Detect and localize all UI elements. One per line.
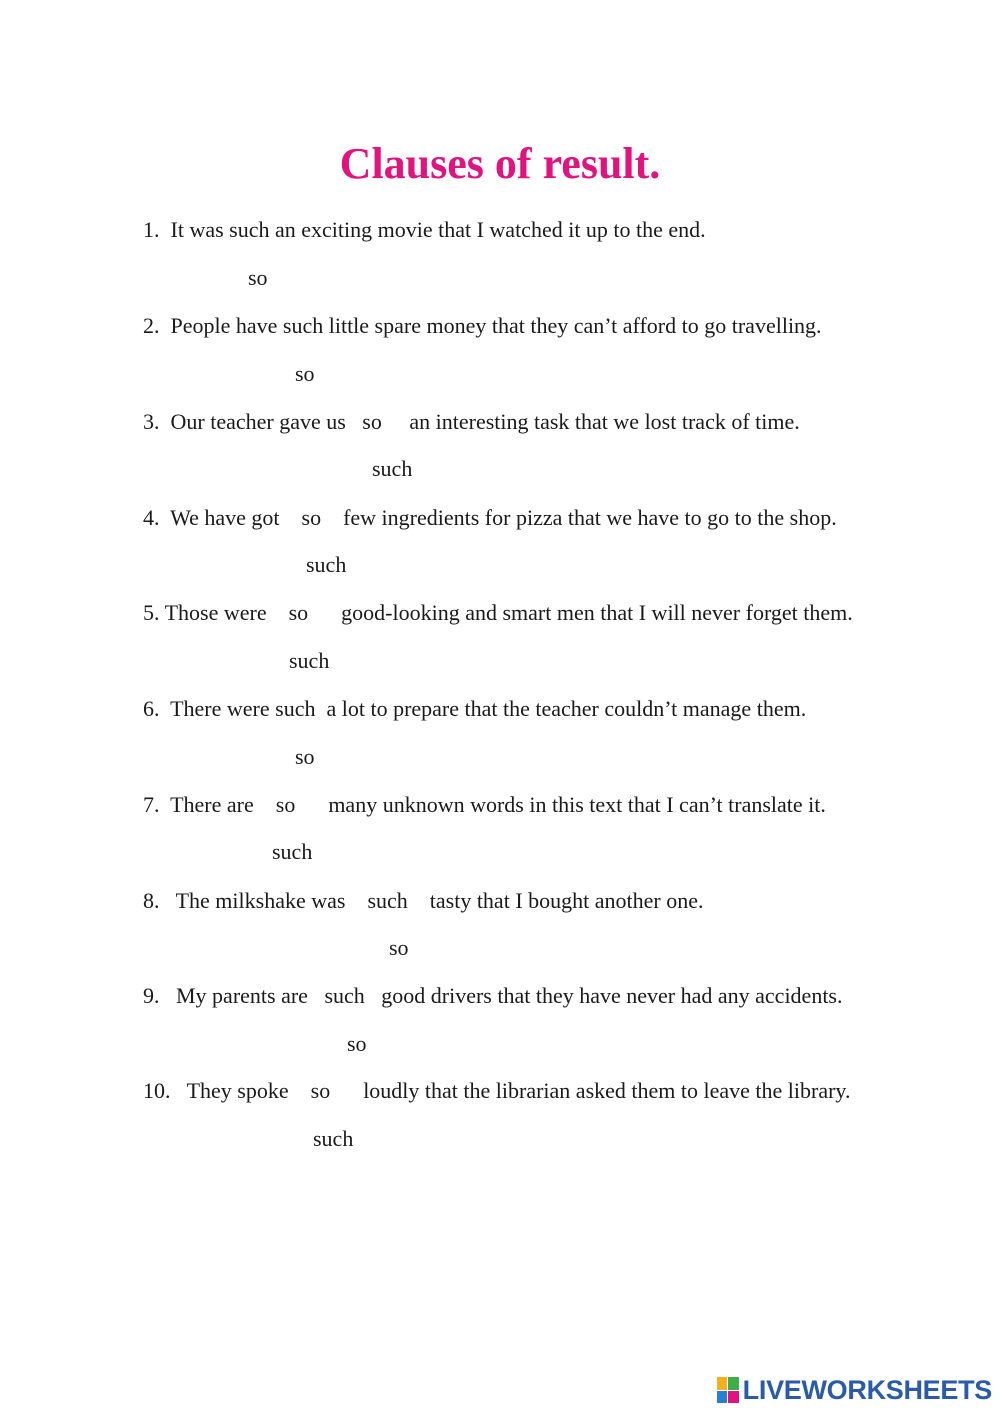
liveworksheets-brand[interactable] [717,1375,992,1405]
option-8[interactable]: so [389,935,409,960]
sentence-3: 3. Our teacher gave us so an interesting task that we lost track of time. [143,409,800,434]
sentence-4: 4. We have got so few ingredients for pizza that we have to go to the shop. [143,505,837,530]
option-2[interactable]: so [295,361,315,386]
brand-name: LIVEWORKSHEETS [742,1374,992,1405]
option-6[interactable]: so [295,744,315,769]
sentence-7: 7. There are so many unknown words in this text that I can’t translate it. [143,792,826,817]
option-7[interactable]: such [272,839,313,864]
option-4[interactable]: such [306,552,347,577]
sentence-2: 2. People have such little spare money that they can’t afford to go travelling. [143,313,822,338]
logo-tile-1 [717,1377,728,1390]
liveworksheets-logo-icon [717,1377,739,1403]
logo-tile-3 [717,1391,728,1404]
sentence-9: 9. My parents are such good drivers that they have never had any accidents. [143,983,843,1008]
sentence-8: 8. The milkshake was such tasty that I bought another one. [143,888,704,913]
sentence-5: 5. Those were so good-looking and smart men that I will never forget them. [143,600,853,625]
option-9[interactable]: so [347,1031,367,1056]
sentence-6: 6. There were such a lot to prepare that the teacher couldn’t manage them. [143,696,807,721]
sentence-10: 10. They spoke so loudly that the librarian asked them to leave the library. [143,1078,851,1103]
option-5[interactable]: such [289,648,330,673]
option-1[interactable]: so [248,265,268,290]
logo-tile-2 [728,1377,739,1390]
option-3[interactable]: such [372,456,413,481]
logo-tile-4 [728,1391,739,1404]
page-title: Clauses of result. [339,139,661,188]
sentence-1: 1. It was such an exciting movie that I watched it up to the end. [143,217,706,242]
option-10[interactable]: such [313,1126,354,1151]
